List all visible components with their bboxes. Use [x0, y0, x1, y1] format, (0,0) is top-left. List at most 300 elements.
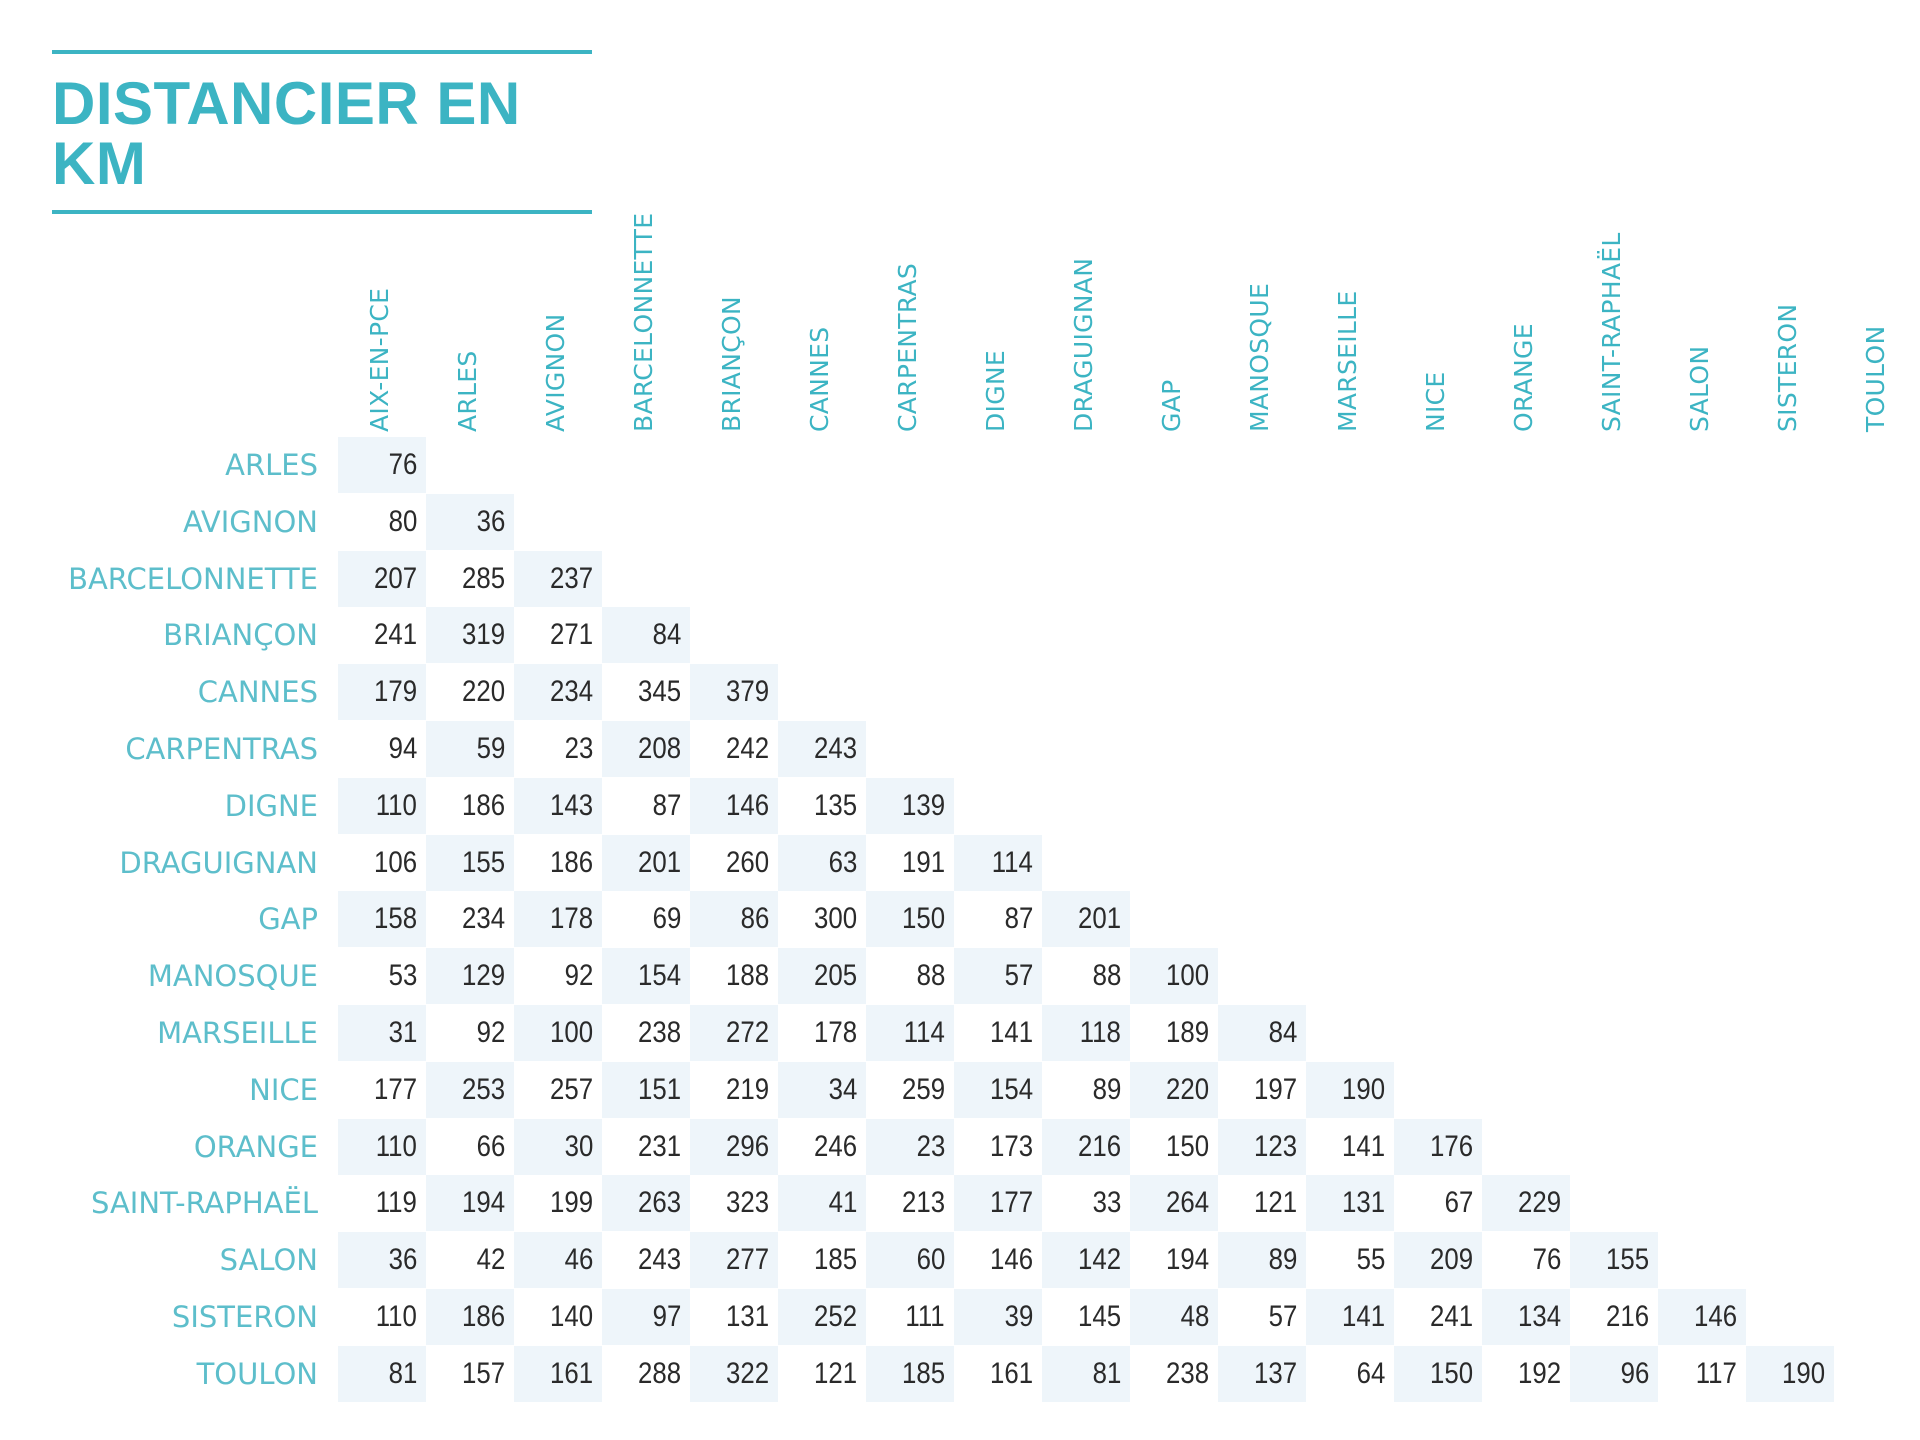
distance-cell	[1130, 948, 1218, 1004]
distance-cell	[602, 1289, 690, 1345]
distance-cell	[690, 1175, 778, 1231]
distance-cell	[1306, 1289, 1394, 1345]
distance-value: 179	[373, 675, 417, 709]
distance-cell	[866, 948, 954, 1004]
distance-cell	[338, 437, 426, 493]
column-header	[1598, 172, 1632, 432]
distance-cell	[690, 1289, 778, 1345]
distance-value: 194	[461, 1186, 505, 1220]
distance-value: 155	[1605, 1243, 1649, 1277]
distance-value: 76	[388, 448, 417, 481]
distance-value: 114	[903, 1016, 945, 1049]
distance-value: 30	[564, 1129, 593, 1163]
distance-value: 89	[1092, 1072, 1121, 1106]
distance-value: 81	[388, 1356, 417, 1390]
distance-value: 190	[1341, 1072, 1385, 1106]
distance-cell	[426, 1119, 514, 1175]
row-header: DRAGUIGNAN	[119, 845, 318, 880]
distance-value: 237	[549, 561, 593, 595]
distance-value: 161	[549, 1356, 593, 1390]
distance-cell	[866, 891, 954, 947]
column-header-label: DRAGUIGNAN	[1069, 257, 1098, 432]
distance-value: 185	[813, 1243, 857, 1277]
distance-value: 119	[375, 1186, 417, 1220]
distance-cell	[1042, 1175, 1130, 1231]
distance-cell	[954, 1062, 1042, 1118]
distance-cell	[1042, 891, 1130, 947]
row-header: NICE	[249, 1072, 318, 1107]
distance-cell	[1394, 1232, 1482, 1288]
distance-value: 31	[388, 1016, 417, 1049]
distance-value: 92	[564, 959, 593, 993]
distance-cell	[338, 1005, 426, 1061]
distance-value: 86	[740, 902, 769, 936]
distance-value: 234	[461, 902, 505, 936]
column-header-label: AIX-EN-PCE	[365, 287, 394, 432]
distance-cell	[778, 891, 866, 947]
distance-cell	[778, 1062, 866, 1118]
column-header	[366, 172, 400, 432]
row-header: TOULON	[196, 1356, 318, 1391]
distance-cell	[1746, 1346, 1834, 1402]
distance-cell	[1482, 1346, 1570, 1402]
distance-value: 238	[1165, 1356, 1209, 1390]
distance-value: 178	[813, 1016, 857, 1049]
distance-cell	[426, 1232, 514, 1288]
distance-cell	[778, 1232, 866, 1288]
distance-value: 322	[725, 1356, 769, 1390]
distance-cell	[1218, 1232, 1306, 1288]
distance-cell	[690, 1119, 778, 1175]
distance-cell	[514, 1346, 602, 1402]
distance-cell	[338, 948, 426, 1004]
distance-cell	[426, 551, 514, 607]
distance-value: 201	[1077, 902, 1121, 936]
distance-value: 199	[549, 1186, 593, 1220]
distance-cell	[426, 494, 514, 550]
distance-cell	[1218, 1175, 1306, 1231]
distance-value: 110	[375, 1129, 417, 1163]
distance-value: 36	[388, 1243, 417, 1277]
column-header-label: SISTERON	[1773, 303, 1802, 432]
distance-value: 106	[373, 845, 417, 879]
distance-cell	[1306, 1346, 1394, 1402]
distance-cell	[602, 607, 690, 663]
distance-value: 150	[1429, 1356, 1473, 1390]
distance-value: 157	[461, 1356, 505, 1390]
distance-value: 229	[1517, 1186, 1561, 1220]
column-header-label: SALON	[1685, 345, 1714, 432]
distance-value: 150	[901, 902, 945, 936]
distance-value: 191	[901, 845, 945, 879]
distance-cell	[778, 1289, 866, 1345]
distance-value: 154	[637, 959, 681, 993]
distance-value: 110	[375, 1300, 417, 1333]
distance-value: 257	[549, 1072, 593, 1106]
column-header	[718, 172, 752, 432]
distance-value: 146	[725, 788, 769, 822]
distance-cell	[866, 1005, 954, 1061]
distance-value: 241	[1429, 1300, 1473, 1333]
distance-value: 264	[1165, 1186, 1209, 1220]
distance-value: 141	[1341, 1129, 1385, 1163]
distance-value: 33	[1092, 1186, 1121, 1220]
distance-value: 277	[725, 1243, 769, 1277]
distance-cell	[602, 948, 690, 1004]
column-header-label: SAINT-RAPHAËL	[1597, 232, 1626, 432]
distance-value: 143	[549, 788, 593, 822]
distance-cell	[338, 1289, 426, 1345]
column-header-label: MANOSQUE	[1245, 282, 1274, 432]
distance-cell	[1130, 1062, 1218, 1118]
distance-cell	[1306, 1175, 1394, 1231]
distance-cell	[602, 891, 690, 947]
distance-cell	[690, 1062, 778, 1118]
row-header: CANNES	[197, 675, 318, 710]
distance-value: 36	[476, 504, 505, 538]
distance-cell	[690, 664, 778, 720]
distance-cell	[602, 1119, 690, 1175]
distance-value: 139	[901, 788, 945, 822]
distance-cell	[338, 607, 426, 663]
distance-cell	[778, 778, 866, 834]
row-header: MARSEILLE	[157, 1016, 318, 1050]
row-header: SAINT-RAPHAËL	[91, 1186, 318, 1221]
distance-value: 141	[1341, 1300, 1385, 1333]
row-header: AVIGNON	[182, 504, 318, 539]
distance-cell	[514, 607, 602, 663]
distance-cell	[1042, 1232, 1130, 1288]
column-headers	[0, 0, 1920, 440]
distance-value: 241	[373, 618, 417, 652]
row-header: ARLES	[225, 448, 318, 482]
distance-cell	[514, 1119, 602, 1175]
distance-value: 220	[1165, 1072, 1209, 1106]
distance-value: 84	[1268, 1016, 1297, 1049]
distance-cell	[338, 721, 426, 777]
distance-value: 57	[1004, 959, 1033, 993]
distance-value: 141	[989, 1016, 1033, 1049]
distance-value: 158	[373, 902, 417, 936]
distance-value: 220	[461, 675, 505, 709]
distance-value: 87	[1004, 902, 1033, 936]
distance-value: 246	[813, 1129, 857, 1163]
distance-value: 57	[1268, 1300, 1297, 1333]
distance-cell	[1218, 1005, 1306, 1061]
distance-value: 123	[1253, 1129, 1297, 1163]
distance-value: 192	[1517, 1356, 1561, 1390]
distance-value: 64	[1356, 1356, 1385, 1390]
distance-value: 60	[916, 1243, 945, 1277]
distance-cell	[1218, 1346, 1306, 1402]
distance-value: 323	[725, 1186, 769, 1220]
distance-value: 66	[476, 1129, 505, 1163]
distance-cell	[426, 778, 514, 834]
column-header-label: BARCELONNETTE	[629, 212, 658, 432]
column-header-label: ARLES	[453, 350, 482, 432]
distance-value: 219	[725, 1072, 769, 1106]
row-header: ORANGE	[193, 1129, 318, 1164]
distance-value: 205	[813, 959, 857, 993]
distance-value: 155	[461, 845, 505, 879]
distance-cell	[1482, 1175, 1570, 1231]
distance-value: 87	[652, 788, 681, 822]
column-header-label: MARSEILLE	[1333, 290, 1362, 432]
distance-value: 88	[1092, 959, 1121, 993]
column-header	[542, 172, 576, 432]
distance-value: 117	[1695, 1356, 1737, 1390]
distance-value: 186	[461, 1300, 505, 1333]
distance-value: 253	[461, 1072, 505, 1106]
column-header-label: GAP	[1157, 379, 1186, 432]
column-header	[1686, 172, 1720, 432]
distance-value: 243	[637, 1243, 681, 1277]
distance-value: 42	[476, 1243, 505, 1277]
distance-value: 34	[828, 1072, 857, 1106]
distance-value: 300	[813, 902, 857, 936]
distance-value: 319	[461, 618, 505, 652]
column-header-label: TOULON	[1861, 325, 1890, 432]
distance-cell	[866, 1175, 954, 1231]
distance-cell	[954, 835, 1042, 891]
distance-cell	[954, 1005, 1042, 1061]
distance-value: 208	[637, 732, 681, 765]
column-header	[1070, 172, 1104, 432]
column-header	[1422, 172, 1456, 432]
distance-cell	[1042, 1289, 1130, 1345]
distance-value: 345	[637, 675, 681, 709]
distance-cell	[338, 1232, 426, 1288]
distance-cell	[1042, 948, 1130, 1004]
distance-value: 242	[725, 732, 769, 765]
distance-cell	[1042, 1346, 1130, 1402]
distance-value: 94	[388, 732, 417, 765]
distance-cell	[426, 1062, 514, 1118]
column-header	[806, 172, 840, 432]
distance-value: 110	[375, 788, 417, 822]
distance-cell	[514, 1005, 602, 1061]
distance-cell	[1130, 1232, 1218, 1288]
column-header-label: CARPENTRAS	[893, 262, 922, 432]
distance-value: 53	[388, 959, 417, 993]
distance-cell	[602, 664, 690, 720]
distance-cell	[602, 1232, 690, 1288]
distance-value: 137	[1253, 1356, 1297, 1390]
distance-cell	[426, 835, 514, 891]
distance-cell	[338, 1119, 426, 1175]
distance-cell	[514, 551, 602, 607]
distance-value: 111	[905, 1300, 945, 1333]
distance-value: 213	[901, 1186, 945, 1220]
distance-cell	[1394, 1346, 1482, 1402]
distance-cell	[514, 664, 602, 720]
distance-value: 23	[564, 732, 593, 765]
distance-cell	[1570, 1346, 1658, 1402]
distance-value: 96	[1620, 1356, 1649, 1390]
distance-cell	[866, 1232, 954, 1288]
distance-cell	[514, 891, 602, 947]
distance-cell	[690, 948, 778, 1004]
distance-cell	[1482, 1232, 1570, 1288]
distance-cell	[426, 1005, 514, 1061]
distance-value: 100	[549, 1016, 593, 1049]
distance-cell	[690, 1232, 778, 1288]
distance-value: 177	[989, 1186, 1033, 1220]
distance-cell	[514, 835, 602, 891]
distance-cell	[514, 1232, 602, 1288]
distance-cell	[426, 948, 514, 1004]
distance-cell	[338, 891, 426, 947]
distance-value: 201	[637, 845, 681, 879]
distance-value: 89	[1268, 1243, 1297, 1277]
distance-cell	[866, 1062, 954, 1118]
distance-value: 150	[1165, 1129, 1209, 1163]
distance-value: 118	[1079, 1016, 1121, 1049]
distance-value: 88	[916, 959, 945, 993]
distance-cell	[1130, 1175, 1218, 1231]
distance-value: 76	[1532, 1243, 1561, 1277]
distance-cell	[778, 948, 866, 1004]
distance-value: 84	[652, 618, 681, 652]
distance-value: 39	[1004, 1300, 1033, 1333]
distance-value: 207	[373, 561, 417, 595]
distance-cell	[690, 891, 778, 947]
distance-cell	[1130, 1119, 1218, 1175]
column-header	[894, 172, 928, 432]
distance-cell	[338, 664, 426, 720]
column-header	[1334, 172, 1368, 432]
distance-cell	[602, 778, 690, 834]
distance-value: 271	[549, 618, 593, 652]
distance-cell	[954, 891, 1042, 947]
distance-value: 48	[1180, 1300, 1209, 1333]
distance-value: 146	[1693, 1300, 1737, 1333]
column-header	[1158, 172, 1192, 432]
column-header-label: BRIANÇON	[717, 296, 746, 432]
column-header-label: AVIGNON	[541, 313, 570, 432]
column-header	[982, 172, 1016, 432]
distance-cell	[778, 1175, 866, 1231]
distance-cell	[778, 1005, 866, 1061]
distance-cell	[602, 1175, 690, 1231]
distance-value: 186	[549, 845, 593, 879]
distance-cell	[778, 721, 866, 777]
distance-value: 63	[828, 845, 857, 879]
row-header: MANOSQUE	[147, 959, 318, 994]
distance-cell	[514, 948, 602, 1004]
distance-cell	[338, 551, 426, 607]
distance-cell	[338, 1062, 426, 1118]
distance-value: 173	[989, 1129, 1033, 1163]
distance-cell	[1130, 1005, 1218, 1061]
distance-value: 190	[1781, 1356, 1825, 1390]
column-header	[1774, 172, 1808, 432]
distance-value: 100	[1165, 959, 1209, 993]
distance-cell	[690, 1346, 778, 1402]
distance-value: 285	[461, 561, 505, 595]
distance-cell	[1042, 1119, 1130, 1175]
distance-cell	[1042, 1062, 1130, 1118]
distance-cell	[1042, 1005, 1130, 1061]
distance-value: 134	[1517, 1300, 1561, 1333]
row-header: CARPENTRAS	[125, 732, 318, 766]
distance-value: 176	[1429, 1129, 1473, 1163]
distance-value: 80	[388, 504, 417, 538]
distance-value: 216	[1077, 1129, 1121, 1163]
distance-cell	[866, 778, 954, 834]
distance-cell	[690, 1005, 778, 1061]
distance-value: 259	[901, 1072, 945, 1106]
column-header-label: DIGNE	[981, 350, 1010, 432]
distance-cell	[954, 1346, 1042, 1402]
distance-cell	[338, 835, 426, 891]
distance-value: 188	[725, 959, 769, 993]
distance-value: 140	[549, 1300, 593, 1333]
distance-cell	[690, 778, 778, 834]
distance-cell	[1394, 1289, 1482, 1345]
distance-cell	[1130, 1289, 1218, 1345]
distance-cell	[514, 1175, 602, 1231]
distance-value: 379	[725, 675, 769, 709]
column-header-label: NICE	[1421, 371, 1450, 432]
distance-cell	[1658, 1289, 1746, 1345]
distance-value: 92	[476, 1016, 505, 1049]
distance-value: 97	[652, 1300, 681, 1333]
distance-cell	[514, 1062, 602, 1118]
distance-cell	[866, 835, 954, 891]
distance-value: 131	[725, 1300, 769, 1333]
distance-cell	[1218, 1289, 1306, 1345]
distance-cell	[426, 1346, 514, 1402]
distance-cell	[602, 721, 690, 777]
distance-cell	[338, 1346, 426, 1402]
distance-cell	[954, 1289, 1042, 1345]
distance-cell	[954, 1175, 1042, 1231]
distance-value: 272	[725, 1016, 769, 1049]
distance-cell	[778, 835, 866, 891]
distance-value: 234	[549, 675, 593, 709]
distance-cell	[690, 835, 778, 891]
distance-value: 142	[1077, 1243, 1121, 1277]
distance-cell	[778, 1119, 866, 1175]
distance-cell	[426, 607, 514, 663]
distance-cell	[954, 1232, 1042, 1288]
distance-value: 197	[1253, 1072, 1297, 1106]
distance-value: 121	[1253, 1186, 1297, 1220]
distance-cell	[602, 835, 690, 891]
distance-cell	[426, 721, 514, 777]
distance-value: 252	[813, 1300, 857, 1333]
distance-value: 296	[725, 1129, 769, 1163]
distance-cell	[426, 1289, 514, 1345]
distance-value: 59	[476, 732, 505, 765]
distance-value: 243	[813, 732, 857, 765]
distance-value: 231	[637, 1129, 681, 1163]
distance-cell	[602, 1062, 690, 1118]
distance-value: 81	[1092, 1356, 1121, 1390]
distance-value: 260	[725, 845, 769, 879]
distance-value: 129	[461, 959, 505, 993]
distance-value: 114	[991, 845, 1033, 879]
distance-cell	[1306, 1232, 1394, 1288]
distance-cell	[1394, 1119, 1482, 1175]
row-header: DIGNE	[224, 788, 318, 823]
distance-cell	[954, 1119, 1042, 1175]
distance-value: 185	[901, 1356, 945, 1390]
distance-cell	[426, 1175, 514, 1231]
distance-cell	[866, 1289, 954, 1345]
distance-value: 46	[564, 1243, 593, 1277]
